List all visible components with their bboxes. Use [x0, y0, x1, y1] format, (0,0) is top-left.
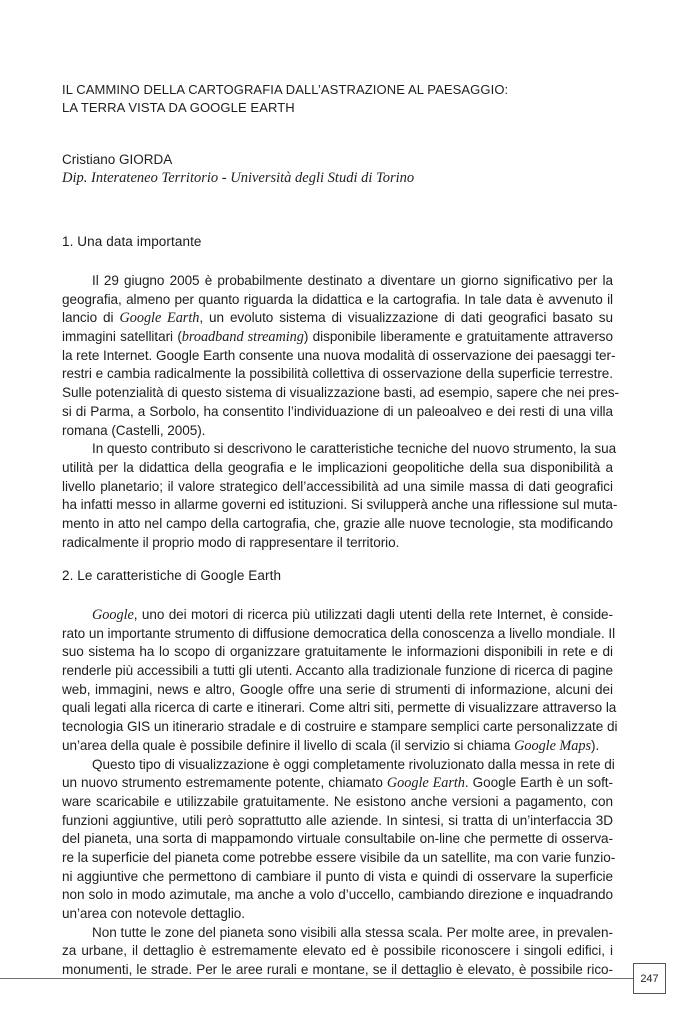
- text-line: un’area con notevole dettaglio.: [62, 906, 245, 921]
- text-line: del pianeta, una sorta di mappamondo virtuale consultabile on-line che permette di osserva-: [62, 831, 613, 847]
- text-line: ha infatti messo in allarme governi ed istituzioni. Si svilupperà anche una riflessione sul muta-: [62, 497, 618, 513]
- italic-term: Google Earth: [119, 310, 200, 327]
- text-line: rato un importante strumento di diffusione democratica della conoscenza a livello mondiale. Il: [62, 625, 616, 641]
- text-line: restri e cambia radicalmente la possibilità collettiva di osservazione della superficie terrestre.: [62, 366, 613, 382]
- text-line: geografia, almeno per quanto riguarda la didattica e la cartografia. In tale data è avvenuto il: [62, 291, 613, 307]
- text-line: renderle più accessibili a tutti gli utenti. Accanto alla tradizionale funzione di ricerca di pagine: [62, 663, 613, 679]
- section-heading-1: 1. Una data importante: [62, 234, 202, 249]
- text-line: un nuovo strumento estremamente potente, chiamato Google Earth. Google Earth è un soft-: [62, 775, 613, 792]
- text-line: livello planetario; il valore strategico dell’accessibilità ad una simile massa di dati geografici: [62, 478, 613, 494]
- section-body-2: [62, 606, 618, 980]
- text-line: suo sistema ha lo scopo di organizzare gratuitamente le informazioni disponibili in rete e di: [62, 644, 613, 660]
- italic-term: broadband streaming: [181, 329, 304, 346]
- text-line: Questo tipo di visualizzazione è oggi completamente rivoluzionato dalla messa in rete di: [92, 756, 615, 772]
- text-line: romana (Castelli, 2005).: [62, 422, 206, 438]
- article-title: [62, 81, 613, 117]
- text-line: lancio di Google Earth, un evoluto sistema di visualizzazione di dati geografici basato su: [62, 310, 613, 327]
- text-line: un’area della quale è possibile definire il livello di scala (il servizio si chiama Google Maps).: [62, 737, 600, 754]
- text-line: In questo contributo si descrivono le caratteristiche tecniche del nuovo strumento, la sua: [92, 441, 617, 457]
- section-heading-2: 2. Le caratteristiche di Google Earth: [62, 568, 282, 583]
- author-affiliation: Dip. Interateneo Territorio - Università degli Studi di Torino: [62, 170, 415, 186]
- text-line: mento in atto nel campo della cartografia, che, grazie alle nuove tecnologie, sta modificando: [62, 515, 613, 531]
- text-line: Il 29 giugno 2005 è probabilmente destinato a diventare un giorno significativo per la: [92, 273, 613, 288]
- text-line: web, immagini, news e altro, Google offre una serie di strumenti di informazione, alcuni dei: [62, 681, 613, 697]
- text-line: funzioni aggiuntive, utili però soprattutto alle aziende. In sintesi, si tratta di un’interfaccia 3D: [62, 812, 613, 828]
- section-body-1: [62, 272, 620, 552]
- page-number: 247: [633, 963, 666, 994]
- text-line: re la superficie del pianeta come potrebbe essere visibile da un satellite, ma con varie funzio-: [62, 849, 616, 865]
- text-line: immagini satellitari (broadband streaming) disponibile liberamente e gratuitamente attraverso: [62, 329, 613, 346]
- text-line: ware scaricabile e utilizzabile gratuitamente. Ne esistono anche versioni a pagamento, con: [62, 793, 613, 809]
- text-line: tecnologia GIS un itinerario stradale e di costruire e stampare semplici carte personalizzate di: [62, 719, 618, 735]
- text-line: si di Parma, a Sorbolo, ha consentito l’individuazione di un paleoalveo e dei resti di una villa: [62, 403, 613, 419]
- text-line: quali legati alla ricerca di carte e itinerari. Come altri siti, permette di visualizzare attraverso la: [62, 700, 617, 716]
- text-line: monumenti, le strade. Per le aree rurali e montane, se il dettaglio è elevato, è possibile rico-: [62, 962, 613, 978]
- italic-term: Google: [92, 607, 134, 623]
- footer-divider: [0, 978, 634, 979]
- article-title-line: IL CAMMINO DELLA CARTOGRAFIA DALL’ASTRAZIONE AL PAESAGGIO:: [62, 82, 509, 97]
- text-line: non solo in modo azimutale, ma anche a volo d’uccello, cambiando direzione e inquadrando: [62, 887, 613, 903]
- text-line: radicalmente il proprio modo di rappresentare il territorio.: [62, 534, 400, 550]
- text-line: utilità per la didattica della geografia e le implicazioni geopolitiche della sua disponibilità a: [62, 459, 613, 475]
- text-line: la rete Internet. Google Earth consente una nuova modalità di osservazione dei paesaggi ter-: [62, 347, 616, 363]
- article-title-line: LA TERRA VISTA DA GOOGLE EARTH: [62, 100, 295, 115]
- text-line: za urbane, il dettaglio è estremamente elevato ed è possibile riconoscere i singoli edifici, i: [62, 943, 613, 959]
- text-line: ni aggiuntive che permettono di cambiare il punto di vista e quindi di osservare la superficie: [62, 868, 613, 884]
- italic-term: Google Maps: [514, 737, 591, 754]
- text-line: Sulle potenzialità di questo sistema di visualizzazione basti, ad esempio, sapere che nei pres-: [62, 385, 620, 401]
- author-name: Cristiano GIORDA: [62, 152, 173, 167]
- italic-term: Google Earth: [386, 775, 465, 792]
- text-line: Non tutte le zone del pianeta sono visibili alla stessa scala. Per molte aree, in prevalen-: [92, 924, 613, 940]
- text-line: Google, uno dei motori di ricerca più utilizzati dagli utenti della rete Internet, è conside-: [92, 607, 613, 623]
